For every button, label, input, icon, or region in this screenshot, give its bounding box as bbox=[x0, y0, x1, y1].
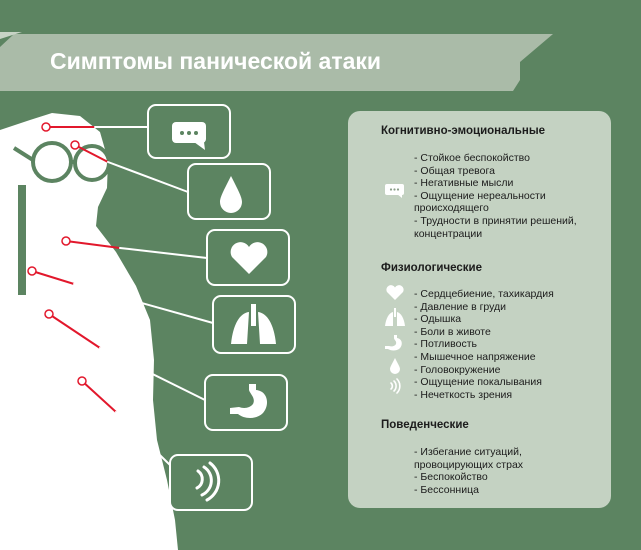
list-item: - Ощущение покалывания bbox=[414, 376, 542, 389]
list-item: - Мышечное напряжение bbox=[414, 350, 536, 363]
lungs-icon bbox=[384, 308, 406, 328]
icon-box-vibration bbox=[170, 455, 252, 510]
list-item: - Боли в животе bbox=[414, 325, 491, 338]
list-item: - Трудности в принятии решений, концентрации bbox=[414, 214, 577, 240]
physiological-list bbox=[414, 288, 554, 401]
list-item: - Негативные мысли bbox=[414, 177, 514, 190]
list-item: - Ощущение нереальности происходящего bbox=[414, 189, 546, 215]
list-item: - Стойкое беспокойство bbox=[414, 152, 530, 164]
stomach-icon bbox=[384, 334, 404, 352]
list-item: - Нечеткость зрения bbox=[414, 388, 513, 401]
symptoms-panel bbox=[348, 111, 611, 508]
icon-box-lungs bbox=[213, 296, 295, 353]
list-item: - Бессонница bbox=[414, 483, 479, 496]
list-item: - Давление в груди bbox=[414, 300, 507, 313]
list-item: - Избегание ситуаций, провоцирующих страх bbox=[414, 446, 524, 471]
icon-box-speech bbox=[148, 105, 230, 158]
behavioral-list bbox=[414, 446, 523, 496]
list-item: - Общая тревога bbox=[414, 164, 495, 177]
icon-box-heart bbox=[207, 230, 289, 285]
icon-box-drop bbox=[188, 164, 270, 219]
page-title: Симптомы панической атаки bbox=[50, 48, 382, 74]
list-item: - Сердцебиение, тахикардия bbox=[414, 288, 554, 300]
list-item: - Беспокойство bbox=[414, 471, 488, 484]
vibration-icon bbox=[387, 377, 405, 395]
icon-box-stomach bbox=[205, 375, 287, 430]
list-item: - Потливость bbox=[414, 338, 477, 351]
section-title-cognitive: Когнитивно-эмоциональные bbox=[381, 125, 546, 137]
cognitive-list bbox=[414, 152, 577, 240]
heart-icon bbox=[385, 284, 405, 302]
section-title-behavioral: Поведенческие bbox=[381, 419, 469, 431]
list-item: - Головокружение bbox=[414, 363, 501, 376]
speech-bubble-icon bbox=[384, 183, 406, 199]
list-item: - Одышка bbox=[414, 313, 462, 326]
drop-icon bbox=[388, 357, 402, 375]
section-title-physiological: Физиологические bbox=[381, 262, 482, 274]
